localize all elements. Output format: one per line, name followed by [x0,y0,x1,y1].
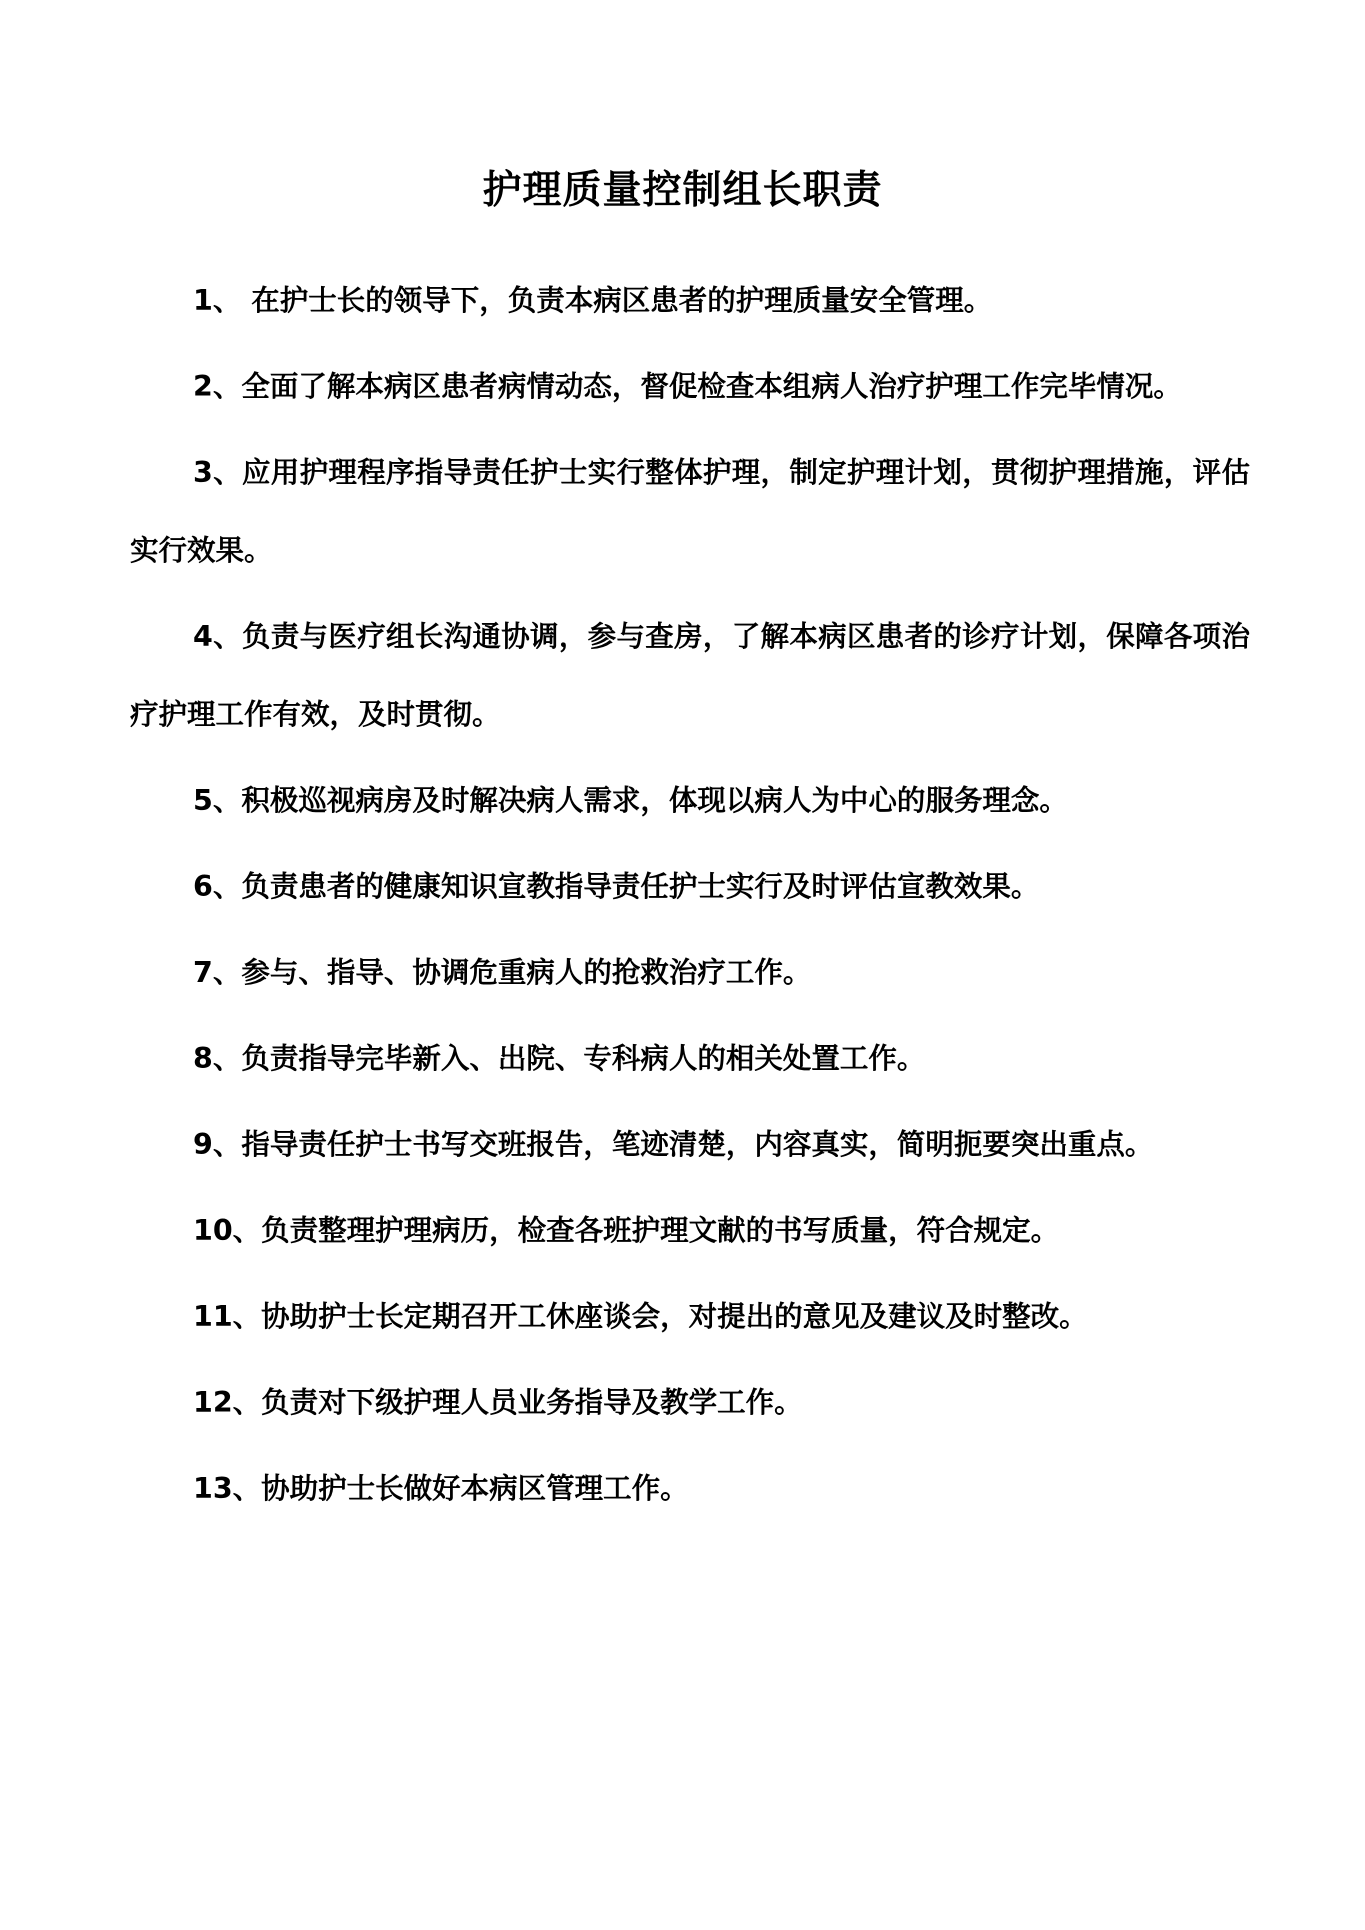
duty-list [130,262,1250,1528]
duty-item-4: 4、负责与医疗组长沟通协调，参与查房，了解本病区患者的诊疗计划，保障各项治疗护理工作有效，及时贯彻。 [130,620,1250,731]
document-title: 护理质量控制组长职责 [482,168,883,213]
duty-item-9: 9、指导责任护士书写交班报告，笔迹清楚，内容真实，简明扼要突出重点。 [193,1128,1154,1161]
duty-item-3: 3、应用护理程序指导责任护士实行整体护理，制定护理计划，贯彻护理措施，评估实行效果。 [130,456,1250,567]
duty-item-1: 1、 在护士长的领导下，负责本病区患者的护理质量安全管理。 [193,284,993,317]
duty-item-12: 12、负责对下级护理人员业务指导及教学工作。 [193,1386,803,1419]
duty-item-8: 8、负责指导完毕新入、出院、专科病人的相关处置工作。 [193,1042,926,1075]
duty-item-13: 13、协助护士长做好本病区管理工作。 [193,1472,689,1505]
duty-item-10: 10、负责整理护理病历，检查各班护理文献的书写质量，符合规定。 [193,1214,1060,1247]
duty-item-7: 7、参与、指导、协调危重病人的抢救治疗工作。 [193,956,812,989]
duty-item-6: 6、负责患者的健康知识宣教指导责任护士实行及时评估宣教效果。 [193,870,1040,903]
duty-item-2: 2、全面了解本病区患者病情动态，督促检查本组病人治疗护理工作完毕情况。 [193,370,1182,403]
duty-item-11: 11、协助护士长定期召开工休座谈会，对提出的意见及建议及时整改。 [193,1300,1088,1333]
duty-item-5: 5、积极巡视病房及时解决病人需求，体现以病人为中心的服务理念。 [193,784,1068,817]
